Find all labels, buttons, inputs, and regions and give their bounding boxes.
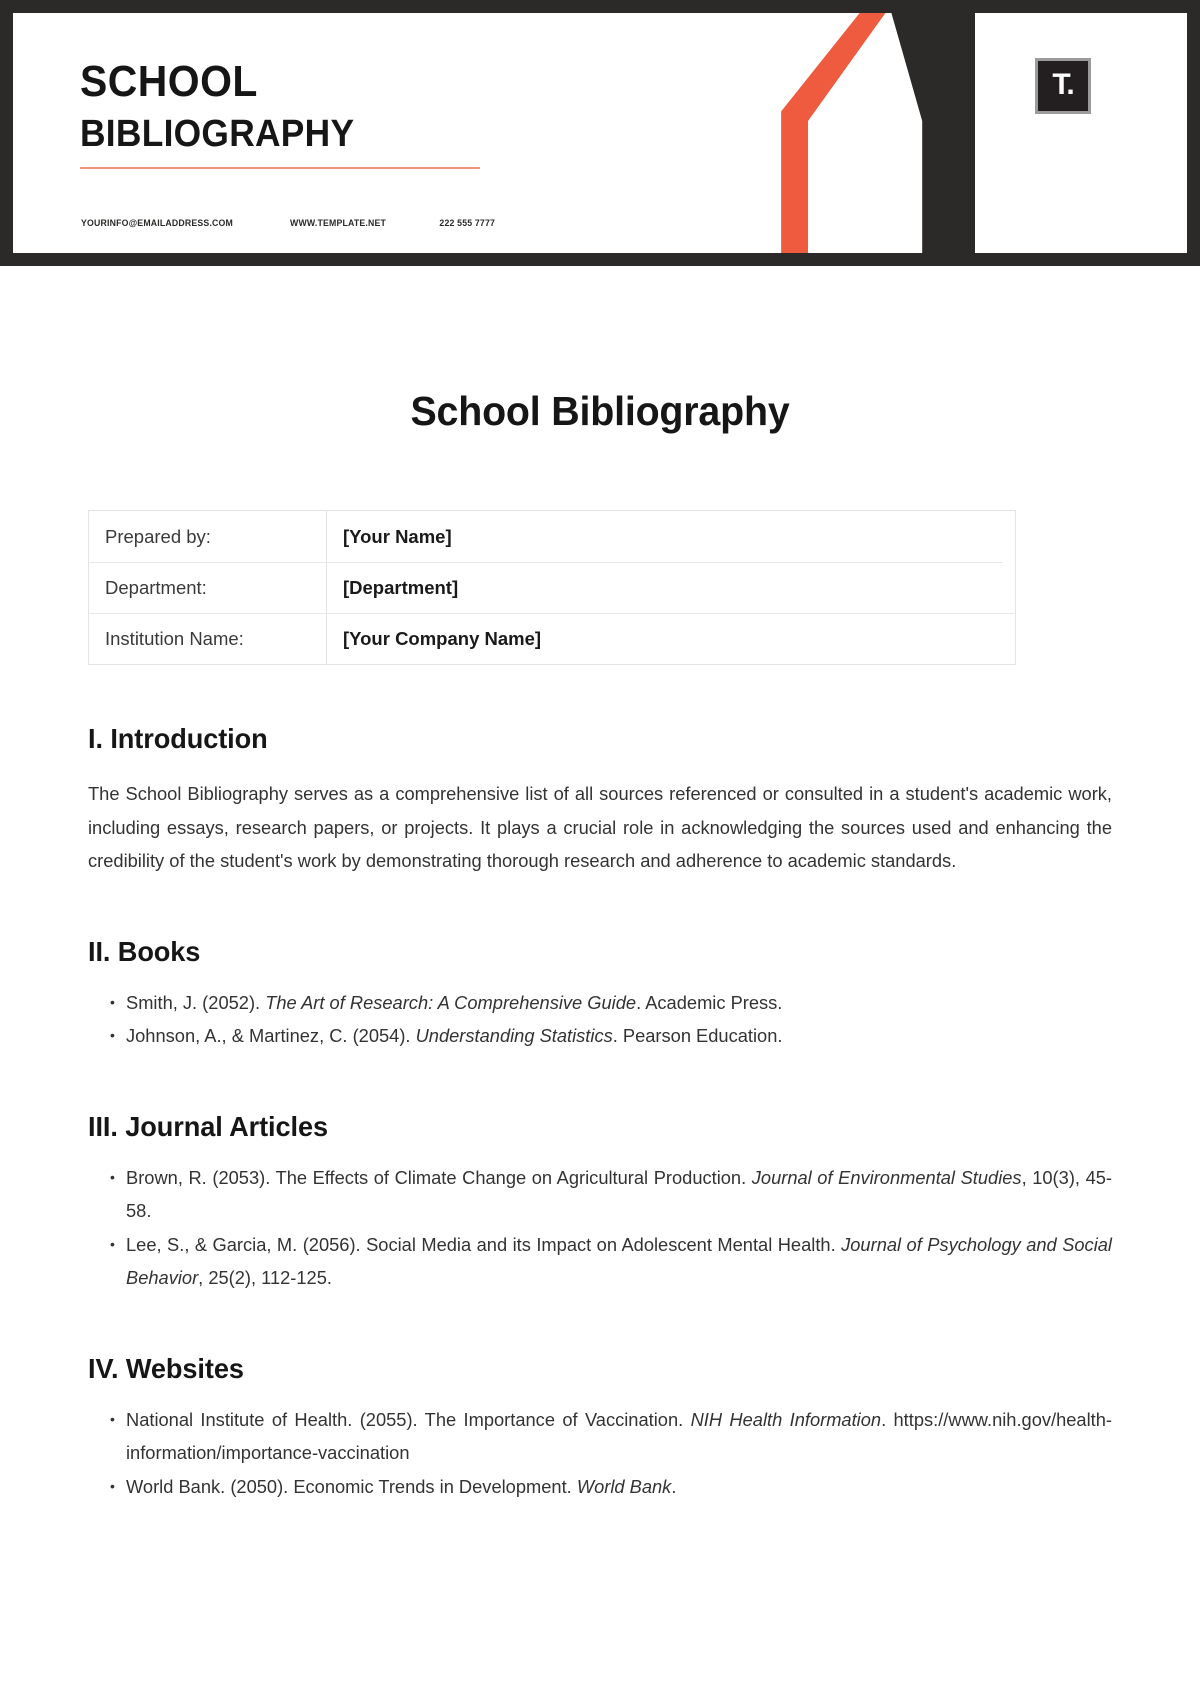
reference-prefix: Johnson, A., & Martinez, C. (2054).	[126, 1025, 416, 1046]
template-logo-box	[1035, 58, 1091, 114]
reference-suffix: , 10(3), 45-58.	[126, 1166, 1112, 1221]
reference-title-italic: World Bank	[576, 1475, 672, 1497]
section-heading-books: II. Books	[88, 935, 201, 967]
header-white-panel	[13, 13, 1187, 253]
brand-title-line-2: BIBLIOGRAPHY	[80, 112, 355, 155]
reference-title-italic: NIH Health Information	[690, 1408, 882, 1430]
list-item	[110, 1161, 1112, 1228]
info-value-prepared-by[interactable]: [Your Name]	[343, 525, 452, 547]
reference-prefix: National Institute of Health. (2055). The Importance of Vaccination.	[126, 1408, 691, 1430]
books-reference-list	[88, 986, 1112, 1053]
reference-suffix: . Academic Press.	[636, 991, 783, 1013]
reference-title-italic: Journal of Psychology and Social Behavior	[126, 1233, 1112, 1288]
section-heading-introduction: I. Introduction	[88, 723, 268, 754]
websites-reference-list	[88, 1403, 1112, 1504]
reference-prefix: Smith, J. (2052).	[126, 991, 266, 1013]
list-item	[110, 1470, 1112, 1504]
table-row	[89, 562, 1015, 613]
reference-title-italic: Understanding Statistics	[415, 1025, 613, 1046]
list-item	[110, 1228, 1112, 1295]
introduction-paragraph: The School Bibliography serves as a comprehensive list of all sources referenced or consulted in a student's academic work, including essays, research papers, or projects. It plays a crucial role in acknowledging the sources used and enhancing the credibility of the student's work by demonstrating thorough research and adherence to academic standards.	[88, 783, 1112, 871]
info-value-institution-name[interactable]: [Your Company Name]	[327, 613, 1015, 664]
journal-articles-reference-list	[88, 1161, 1112, 1295]
reference-title-italic: The Art of Research: A Comprehensive Guide	[265, 991, 637, 1013]
reference-prefix: Lee, S., & Garcia, M. (2056). Social Media and its Impact on Adolescent Mental Health.	[126, 1233, 842, 1255]
reference-prefix: Brown, R. (2053). The Effects of Climate Change on Agricultural Production.	[126, 1166, 752, 1188]
list-item	[110, 986, 1112, 1020]
template-logo-icon: T.	[1052, 68, 1074, 101]
table-row	[89, 511, 1015, 562]
info-label-prepared-by: Prepared by:	[89, 511, 327, 562]
contact-email: YOURINFO@EMAILADDRESS.COM	[81, 218, 234, 229]
contact-phone: 222 555 7777	[439, 218, 496, 229]
reference-suffix: . https://www.nih.gov/health-information/importance-vaccination	[126, 1408, 1112, 1463]
reference-title-italic: Journal of Environmental Studies	[751, 1166, 1022, 1188]
document-body	[0, 266, 1200, 1503]
table-row	[89, 613, 1015, 664]
brand-underline-rule	[80, 167, 480, 169]
page-title: School Bibliography	[410, 388, 790, 434]
brand-block	[80, 58, 600, 169]
reference-prefix: World Bank. (2050). Economic Trends in Development.	[126, 1475, 577, 1497]
header-band	[0, 0, 1200, 266]
document-info-table	[88, 510, 1016, 665]
reference-suffix: , 25(2), 112-125.	[198, 1267, 332, 1288]
reference-suffix: . Pearson Education.	[612, 1025, 783, 1046]
list-item	[110, 1019, 1112, 1053]
section-heading-journal-articles: III. Journal Articles	[88, 1110, 328, 1142]
info-value-department[interactable]: [Department]	[327, 562, 1003, 613]
list-item	[110, 1403, 1112, 1470]
info-label-institution-name: Institution Name:	[89, 613, 327, 664]
header-contact-row	[81, 218, 495, 229]
reference-suffix: .	[671, 1475, 677, 1497]
contact-website: WWW.TEMPLATE.NET	[290, 218, 387, 229]
section-heading-websites: IV. Websites	[88, 1352, 244, 1384]
info-label-department: Department:	[89, 562, 327, 613]
brand-title-line-1: SCHOOL	[80, 57, 258, 106]
